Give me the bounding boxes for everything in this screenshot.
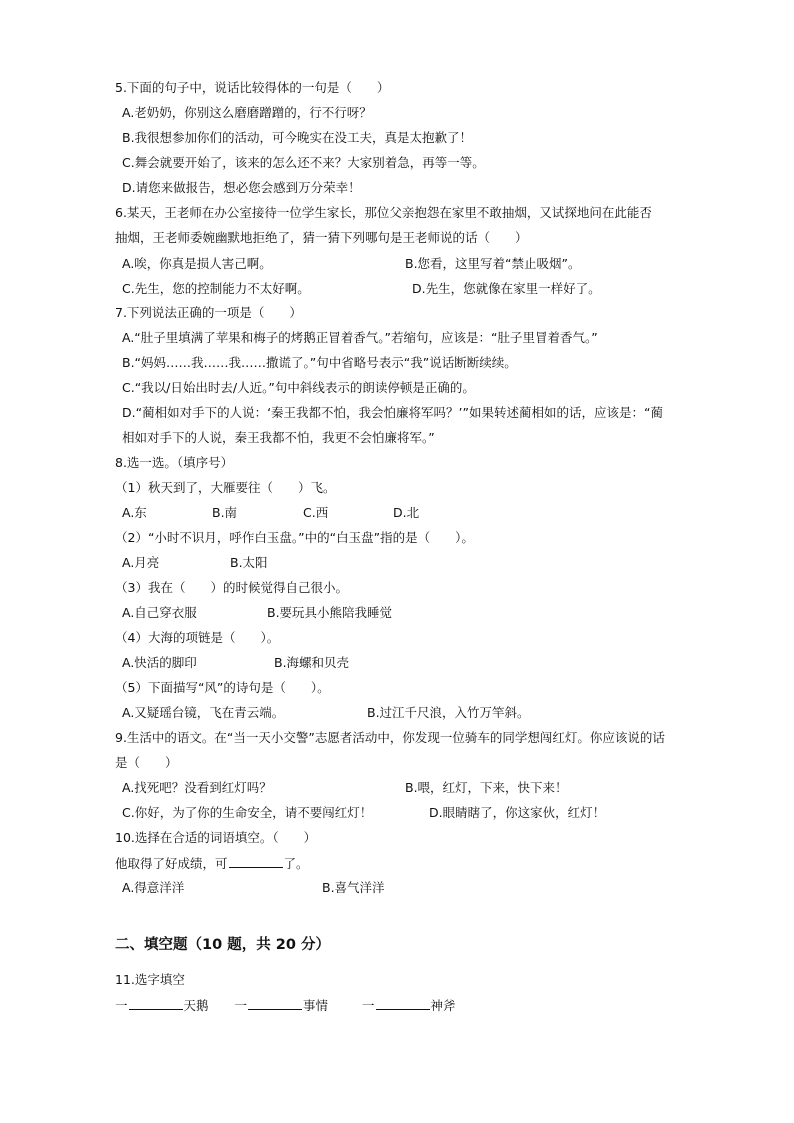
q5-option-c: C.舞会就要开始了，该来的怎么还不来？大家别着急，再等一等。 bbox=[122, 155, 485, 170]
q11-item1-pre: 一 bbox=[115, 998, 128, 1013]
q6-stem-line1: 6.某天，王老师在办公室接待一位学生家长，那位父亲抱怨在家里不敢抽烟，又试探地问在此能否 bbox=[115, 205, 652, 220]
q9-option-c: C.你好，为了你的生命安全，请不要闯红灯！ bbox=[122, 805, 373, 820]
q8-sub4: （4）大海的项链是（ ）。 bbox=[115, 630, 280, 645]
q11-item3-post: 神斧 bbox=[430, 998, 456, 1013]
q9-option-a: A.找死吧？没看到红灯吗？ bbox=[122, 780, 272, 795]
q8-sub1-option-d: D.北 bbox=[393, 505, 420, 520]
q11-item2-post: 事情 bbox=[303, 998, 329, 1013]
q11-item2-blank[interactable] bbox=[248, 997, 302, 1010]
q6-option-a: A.唉，你真是损人害己啊。 bbox=[122, 256, 272, 271]
q8-sub5-option-b: B.过江千尺浪，入竹万竿斜。 bbox=[367, 705, 530, 720]
q10-option-b: B.喜气洋洋 bbox=[322, 880, 385, 895]
q10-stem: 10.选择在合适的词语填空。（ ） bbox=[115, 830, 317, 845]
q8-sub1-option-b: B.南 bbox=[212, 505, 238, 520]
q5-option-a: A.老奶奶，你别这么磨磨蹭蹭的，行不行呀？ bbox=[122, 105, 372, 120]
q6-stem-line2: 抽烟，王老师委婉幽默地拒绝了，猜一猜下列哪句是王老师说的话（ ） bbox=[115, 230, 528, 245]
q8-sub3-option-a: A.自己穿衣服 bbox=[122, 605, 197, 620]
q8-sub3-option-b: B.要玩具小熊陪我睡觉 bbox=[267, 605, 393, 620]
q10-blank[interactable] bbox=[229, 855, 283, 868]
q7-option-b: B.“妈妈……我……我……撒谎了。”句中省略号表示“我”说话断断续续。 bbox=[122, 355, 517, 370]
q8-sub1: （1）秋天到了，大雁要往（ ）飞。 bbox=[115, 480, 336, 495]
q8-sub3: （3）我在（ ）的时候觉得自己很小。 bbox=[115, 580, 348, 595]
q11-items bbox=[115, 997, 456, 1014]
q7-option-d-line1: D.“蔺相如对手下的人说：‘秦王我都不怕，我会怕廉将军吗？’”如果转述蔺相如的话，应该是：“蔺 bbox=[122, 405, 663, 420]
q8-sub1-option-c: C.西 bbox=[303, 505, 329, 520]
q9-option-b: B.喂，红灯，下来，快下来！ bbox=[405, 780, 568, 795]
q11-stem: 11.选字填空 bbox=[115, 972, 185, 987]
q11-item3-blank[interactable] bbox=[376, 997, 430, 1010]
q11-item3-pre: 一 bbox=[362, 998, 375, 1013]
q5-stem: 5.下面的句子中，说话比较得体的一句是（ ） bbox=[115, 80, 390, 95]
q5-option-d: D.请您来做报告，想必您会感到万分荣幸！ bbox=[122, 180, 361, 195]
q7-option-c: C.“我以/日始出时去/人近。”句中斜线表示的朗读停顿是正确的。 bbox=[122, 380, 475, 395]
q8-sub2-option-a: A.月亮 bbox=[122, 555, 160, 570]
q6-option-c: C.先生，您的控制能力不太好啊。 bbox=[122, 281, 310, 296]
q5-option-b: B.我很想参加你们的活动，可今晚实在没工夫，真是太抱歉了！ bbox=[122, 130, 473, 145]
q8-sub2-option-b: B.太阳 bbox=[230, 555, 268, 570]
q9-option-d: D.眼睛瞎了，你这家伙，红灯！ bbox=[429, 805, 606, 820]
q7-stem: 7.下列说法正确的一项是（ ） bbox=[115, 305, 302, 320]
q8-sub4-option-a: A.快活的脚印 bbox=[122, 655, 197, 670]
q11-item1-post: 天鹅 bbox=[183, 998, 209, 1013]
q11-item2-pre: 一 bbox=[234, 998, 248, 1013]
q7-option-a: A.“肚子里填满了苹果和梅子的烤鹅正冒着香气。”若缩句，应该是：“肚子里冒着香气。” bbox=[122, 330, 598, 345]
q7-option-d-line2: 相如对手下的人说，秦王我都不怕，我更不会怕廉将军。” bbox=[122, 430, 435, 445]
q8-sub4-option-b: B.海螺和贝壳 bbox=[274, 655, 350, 670]
q8-sub1-option-a: A.东 bbox=[122, 505, 147, 520]
section-heading: 二、填空题（10 题，共 20 分） bbox=[115, 937, 330, 953]
q9-stem-line1: 9.生活中的语文。在“当一天小交警”志愿者活动中，你发现一位骑车的同学想闯红灯。你应该说的话 bbox=[115, 730, 665, 745]
q10-sentence bbox=[115, 855, 309, 872]
q10-sentence-pre: 他取得了好成绩，可 bbox=[115, 856, 228, 871]
q8-sub5-option-a: A.又疑瑶台镜，飞在青云端。 bbox=[122, 705, 285, 720]
q8-sub2: （2）“小时不识月，呼作白玉盘。”中的“白玉盘”指的是（ ）。 bbox=[115, 530, 474, 545]
q10-sentence-post: 了。 bbox=[283, 856, 309, 871]
q6-option-d: D.先生，您就像在家里一样好了。 bbox=[412, 281, 601, 296]
q11-item1-blank[interactable] bbox=[129, 997, 183, 1010]
q8-stem: 8.选一选。（填序号） bbox=[115, 455, 234, 470]
q8-sub5: （5）下面描写“风”的诗句是（ ）。 bbox=[115, 680, 330, 695]
q10-option-a: A.得意洋洋 bbox=[122, 880, 185, 895]
q6-option-b: B.您看，这里写着“禁止吸烟”。 bbox=[405, 256, 581, 271]
q9-stem-line2: 是（ ） bbox=[115, 755, 178, 770]
